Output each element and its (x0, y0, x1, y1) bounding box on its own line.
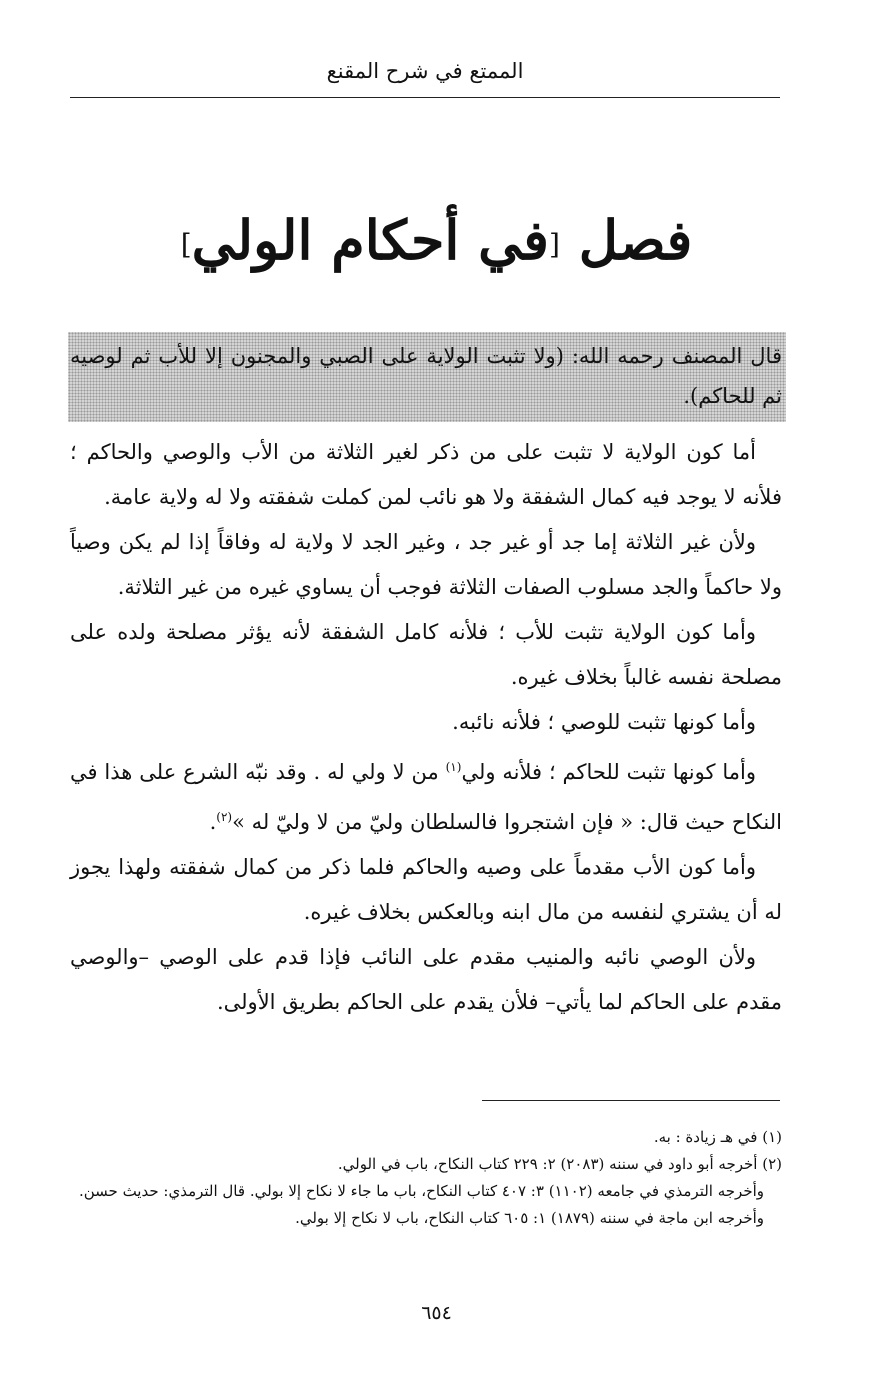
chapter-title-main: فصل (578, 208, 693, 272)
footnote-rule (482, 1100, 780, 1101)
footnote-1: (١) في هـ زيادة : به. (653, 1128, 782, 1146)
header-rule (70, 97, 780, 98)
paragraph-5-end: . (209, 810, 217, 834)
title-bracket-open: [ (548, 227, 560, 261)
author-quote: قال المصنف رحمه الله: (ولا تثبت الولاية على الصبي والمجنون إلا للأب ثم لوصيه ثم للحاكم). (70, 344, 782, 408)
paragraph-3: وأما كون الولاية تثبت للأب ؛ فلأنه كامل الشفقة لأنه يؤثر مصلحة ولده على مصلحة نفسه غالباً بخلاف غيره. (70, 620, 782, 689)
footnote-2: (٢) أخرجه أبو داود في سننه (٢٠٨٣) ٢: ٢٢٩ كتاب النكاح، باب في الولي. (337, 1155, 782, 1173)
footnote-ref-1[interactable]: (١) (445, 760, 462, 774)
paragraph-4: وأما كونها تثبت للوصي ؛ فلأنه نائبه. (452, 710, 756, 734)
footnote-2-ibn-majah: وأخرجه ابن ماجة في سننه (١٨٧٩) ١: ٦٠٥ كتاب النكاح، باب لا نكاح إلا بولي. (295, 1209, 764, 1227)
chapter-title (100, 195, 773, 290)
footnote-2-tirmidhi: وأخرجه الترمذي في جامعه (١١٠٢) ٣: ٤٠٧ كتاب النكاح، باب ما جاء لا نكاح إلا بولي. قال الترمذي: حديث حسن. (78, 1182, 764, 1200)
paragraph-5 (70, 745, 782, 845)
footnotes (70, 1124, 782, 1232)
paragraph-6: وأما كون الأب مقدماً على وصيه والحاكم فلما ذكر من كمال شفقته ولهذا يجوز له أن يشتري لنفسه من مال ابنه وبالعكس بخلاف غيره. (70, 855, 782, 924)
paragraph-7: ولأن الوصي نائبه والمنيب مقدم على النائب فإذا قدم على الوصي –والوصي مقدم على الحاكم لما يأتي– فلأن يقدم على الحاكم بطريق الأولى. (70, 945, 782, 1014)
chapter-title-bracketed: في أحكام الولي (191, 208, 549, 272)
paragraph-5-part-a: وأما كونها تثبت للحاكم ؛ فلأنه ولي (461, 760, 756, 784)
footnote-ref-2[interactable]: (٢) (216, 810, 233, 824)
paragraph-2: ولأن غير الثلاثة إما جد أو غير جد ، وغير الجد لا ولاية له وفاقاً إذا لم يكن وصياً ولا حاكماً والجد مسلوب الصفات الثلاثة فوجب أن يساوي غيره من غير الثلاثة. (70, 530, 782, 599)
body-text (70, 430, 782, 1025)
paragraph-1: أما كون الولاية لا تثبت على من ذكر لغير الثلاثة من الأب والوصي والحاكم ؛ فلأنه لا يوجد فيه كمال الشفقة ولا هو نائب لمن كملت شفقته ولا له ولاية عامة. (70, 440, 782, 509)
title-bracket-close: ] (180, 227, 192, 261)
page-number: ٦٥٤ (421, 1302, 452, 1324)
paragraph-5-part-b: من لا ولي له . وقد نبّه الشرع على هذا في النكاح حيث قال: « فإن اشتجروا فالسلطان وليّ من لا وليّ له » (70, 760, 782, 834)
running-header-title: الممتع في شرح المقنع (326, 59, 524, 83)
